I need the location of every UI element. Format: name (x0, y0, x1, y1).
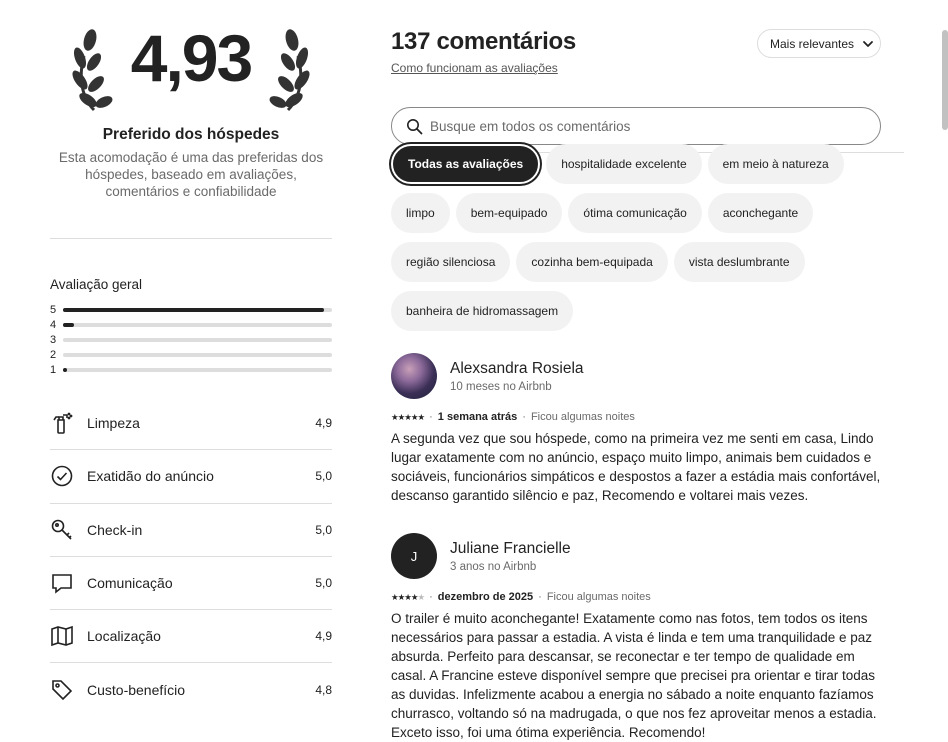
category-score: 4,8 (315, 683, 332, 698)
category-score: 5,0 (315, 522, 332, 537)
category-rating-row (50, 610, 332, 663)
rating-bar-label: 2 (50, 348, 57, 361)
category-name: Localização (87, 628, 161, 645)
rating-bar-label: 3 (50, 333, 57, 346)
rating-bar-track (63, 353, 332, 357)
filter-chip[interactable]: cozinha bem-equipada (516, 242, 667, 282)
category-ratings (50, 397, 332, 717)
scrollbar-thumb[interactable] (942, 30, 948, 130)
reviewer-avatar[interactable]: J (391, 533, 437, 579)
review-text: A segunda vez que sou hóspede, como na primeira vez me senti em casa, Lindo lugar exatamente com no anúncio, espaço muito limpo, animais bem cuidados e sociáveis, funcionários simpáticos e despostos a fazer a estádia mais confortável, descanso garantido silêncio e paz, Recomendo e voltarei mais vezes. (391, 431, 881, 503)
filter-chip[interactable]: limpo (391, 193, 450, 233)
category-rating-row (50, 663, 332, 716)
category-name: Exatidão do anúncio (87, 468, 214, 485)
filter-chip[interactable]: banheira de hidromassagem (391, 291, 573, 331)
price-tag-icon (50, 678, 74, 702)
rating-summary-panel (50, 0, 332, 717)
review-date: 1 semana atrás (437, 411, 518, 423)
rating-bar-row (50, 302, 332, 317)
reviewer-tenure: 3 anos no Airbnb (450, 560, 537, 573)
filter-chip[interactable]: região silenciosa (391, 242, 510, 282)
laurel-right-icon (266, 28, 310, 112)
filter-chip[interactable]: aconchegante (708, 193, 813, 233)
chat-bubble-icon (50, 571, 74, 595)
overall-score: 4,93 (130, 21, 252, 95)
rating-bar-fill (63, 368, 67, 372)
category-rating-row (50, 450, 332, 503)
sort-dropdown[interactable] (757, 29, 881, 58)
reviewer-avatar[interactable] (391, 353, 437, 399)
category-score: 5,0 (315, 469, 332, 484)
rating-bar-row (50, 362, 332, 377)
review-date: dezembro de 2025 (437, 591, 534, 603)
category-name: Comunicação (87, 575, 173, 592)
review-stars: ★★★★★ (391, 411, 425, 422)
how-reviews-work-link[interactable]: Como funcionam as avaliações (391, 61, 558, 75)
rating-bar-track (63, 338, 332, 342)
reviewer-name: Alexsandra Rosiela (450, 359, 584, 377)
rating-bar-label: 4 (50, 318, 57, 331)
rating-bar-label: 1 (50, 363, 57, 376)
filter-chip[interactable]: em meio à natureza (708, 144, 844, 184)
filter-chip[interactable]: ótima comunicação (568, 193, 701, 233)
search-icon (406, 118, 423, 135)
review-search-box[interactable] (391, 107, 881, 145)
chevron-down-icon (862, 38, 874, 50)
review-stay: Ficou algumas noites (530, 411, 635, 423)
reviewer-tenure: 10 meses no Airbnb (450, 380, 552, 393)
divider (50, 238, 332, 239)
category-score: 4,9 (315, 629, 332, 644)
reviewer-name: Juliane Francielle (450, 539, 571, 557)
filter-chip[interactable]: vista deslumbrante (674, 242, 805, 282)
review-text: O trailer é muito aconchegante! Exatamente como nas fotos, tem todos os itens necessários para passar a estadia. A vista é linda e tem uma tranquilidade e paz absurda. Perfeito para descansar, se reconectar e ter tempo de qualidade em casal. A Francine esteve disponível sempre que precisei pra orientar e tirar todas as duvidas. Infelizmente acabou a energia no sábado a noite enquanto fazíamos churrasco, voltando só na madrugada, o que nos fez aproveitar menos a estadia. Exceto isso, foi uma ótima experiência. Recomendo! (391, 611, 877, 740)
category-name: Limpeza (87, 415, 140, 432)
rating-bar-row (50, 317, 332, 332)
category-score: 4,9 (315, 416, 332, 431)
rating-bar-label: 5 (50, 303, 57, 316)
check-circle-icon (50, 464, 74, 488)
review-filter-chips (391, 144, 891, 331)
rating-bar-row (50, 347, 332, 362)
rating-bar-track (63, 323, 332, 327)
review-search-input[interactable] (430, 119, 850, 134)
rating-bar-track (63, 308, 332, 312)
review-item: Alexsandra Rosiela 10 meses no Airbnb ★★★★★ · 1 semana atrás · Ficou algumas noites A segunda vez que sou hóspede, como na primeira vez me senti em casa, Lindo lugar exatamente com no anúncio, espaço muito limpo, animais bem cuidados e sociáveis, funcionários simpáticos e despostos a fazer a estádia mais confortável, descanso garantido silêncio e paz, Recomendo e voltarei mais vezes. (391, 353, 891, 505)
rating-bar-row (50, 332, 332, 347)
review-stay: Ficou algumas noites (546, 591, 651, 603)
filter-chip[interactable]: hospitalidade excelente (546, 144, 701, 184)
rating-distribution (50, 302, 332, 377)
category-rating-row (50, 397, 332, 450)
guest-favorite-description: Esta acomodação é uma das preferidas dos hóspedes, baseado em avaliações, comentários e confiabilidade (58, 150, 324, 199)
filter-chip[interactable]: Todas as avaliações (391, 144, 540, 184)
rating-bar-fill (63, 308, 324, 312)
filter-chip[interactable]: bem-equipado (456, 193, 563, 233)
overall-rating-title: Avaliação geral (50, 277, 143, 292)
category-rating-row (50, 557, 332, 610)
review-item: J Juliane Francielle 3 anos no Airbnb ★★★★★ · dezembro de 2025 · Ficou algumas noites O trailer é muito aconchegante! Exatamente como nas fotos, tem todos os itens necessários para passar a estadia. A vista é linda e tem uma tranquilidade e paz absurda. Perfeito para descansar, se reconectar e ter tempo de qualidade em casal. A Francine esteve disponível sempre que precisei pra orientar e tirar todas as duvidas. Infelizmente acabou a energia no sábado a noite enquanto fazíamos churrasco, voltando só na madrugada, o que nos fez aproveitar menos a estadia. Exceto isso, foi uma ótima experiência. Recomendo! (391, 533, 891, 742)
rating-bar-fill (63, 323, 74, 327)
map-icon (50, 624, 74, 648)
score-block (50, 20, 332, 140)
spray-bottle-icon (50, 411, 74, 435)
reviews-count-title: 137 comentários (391, 28, 576, 55)
rating-bar-track (63, 368, 332, 372)
category-rating-row (50, 504, 332, 557)
category-name: Custo-benefício (87, 682, 186, 699)
category-name: Check-in (87, 521, 143, 538)
category-score: 5,0 (315, 576, 332, 591)
review-stars: ★★★★★ (391, 591, 425, 602)
key-icon (50, 518, 74, 542)
guest-favorite-title: Preferido dos hóspedes (102, 126, 280, 143)
sort-label: Mais relevantes (770, 36, 855, 51)
